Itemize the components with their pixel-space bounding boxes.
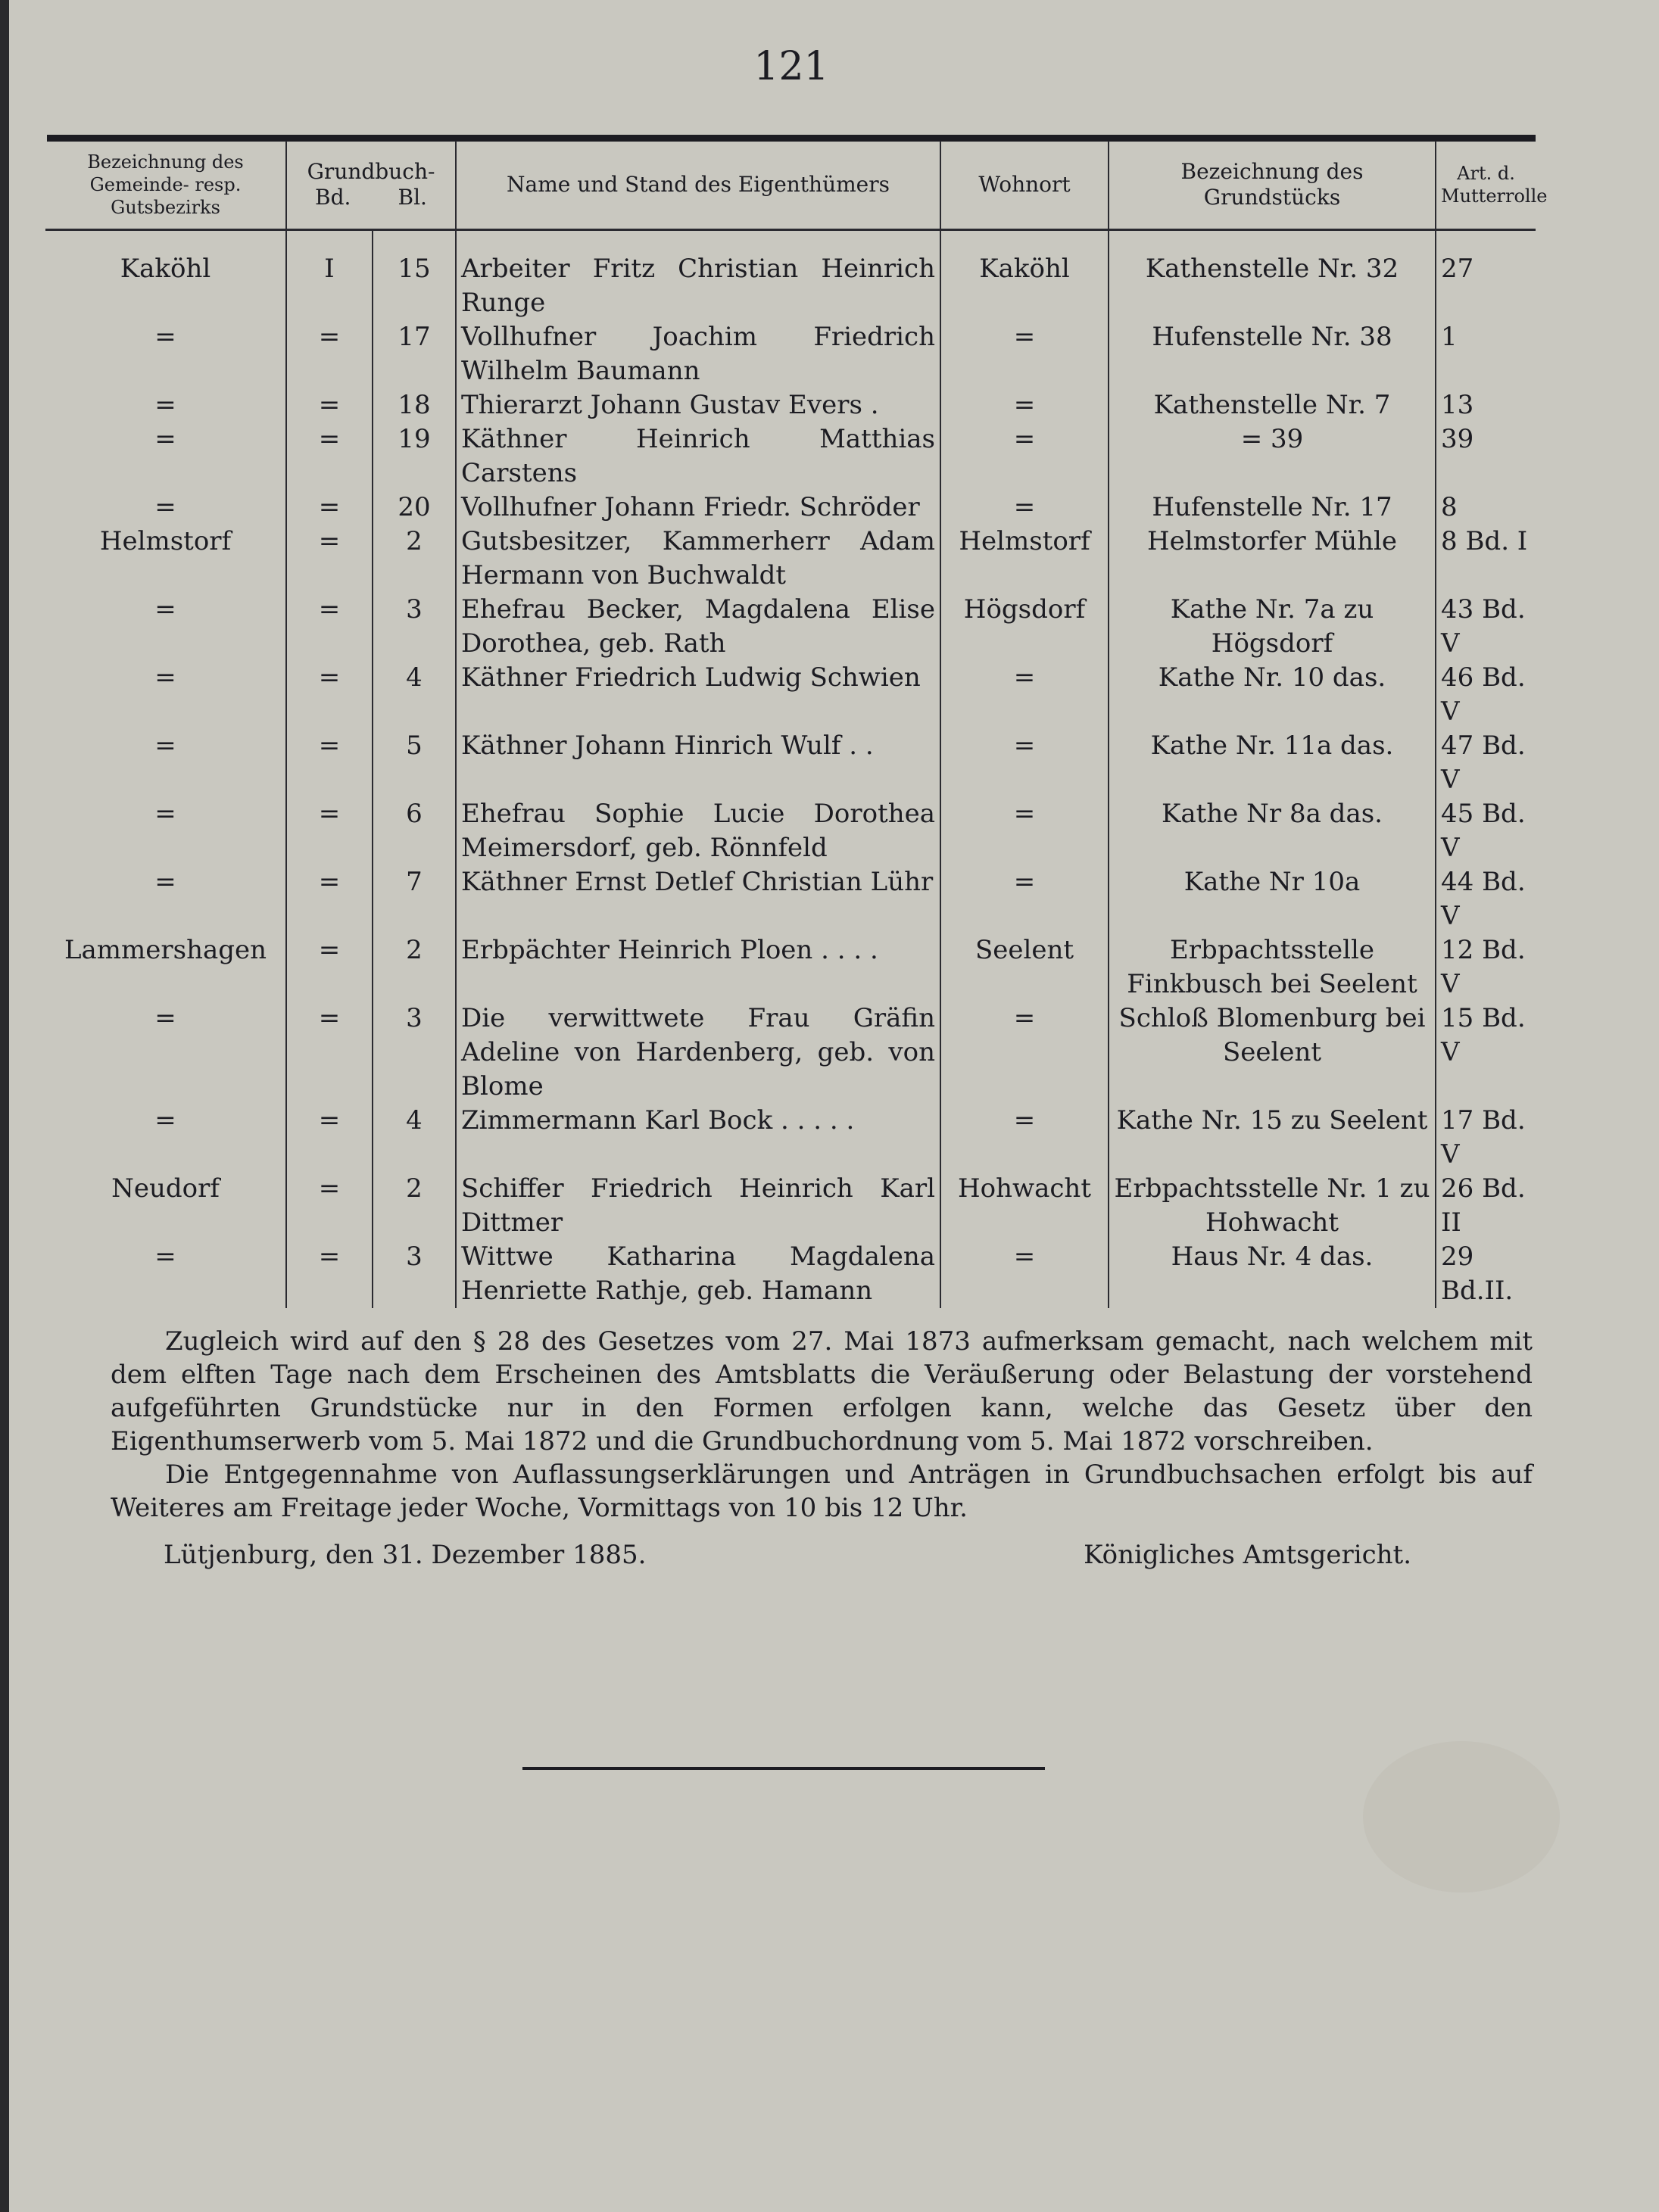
cell-grundstueck: Hufenstelle Nr. 38: [1109, 320, 1436, 388]
cell-gemeinde: Kaköhl: [120, 254, 211, 284]
cell-wohnort: Kaköhl: [940, 230, 1109, 321]
cell-gemeinde: =: [154, 492, 176, 522]
cell-wohnort: =: [940, 491, 1109, 525]
cell-bd: =: [286, 491, 373, 525]
cell-bd: =: [286, 865, 373, 933]
table-row: [45, 230, 1536, 321]
cell-bl: 4: [373, 1104, 456, 1172]
cell-gemeinde: =: [154, 799, 176, 829]
cell-grundstueck: Schloß Blomenburg bei Seelent: [1109, 1002, 1436, 1104]
cell-gemeinde: =: [154, 1003, 176, 1033]
cell-wohnort: Seelent: [940, 933, 1109, 1002]
cell-name: Käthner Johann Hinrich Wulf . .: [456, 729, 940, 797]
cell-art: 46 Bd. V: [1436, 661, 1536, 729]
cell-gemeinde: =: [154, 662, 176, 693]
header-name: Name und Stand des Eigenthümers: [456, 141, 940, 230]
cell-grundstueck: Kathenstelle Nr. 7: [1109, 388, 1436, 422]
cell-bd: =: [286, 1172, 373, 1240]
cell-gemeinde: =: [154, 594, 176, 625]
cell-bd: =: [286, 1002, 373, 1104]
cell-gemeinde: =: [154, 1105, 176, 1136]
cell-grundstueck: Kathe Nr. 15 zu Seelent: [1109, 1104, 1436, 1172]
cell-grundstueck: Kathe Nr 10a: [1109, 865, 1436, 933]
table-row: [45, 797, 1536, 865]
header-art: Art. d. Mutterrolle: [1436, 141, 1536, 230]
cell-wohnort: =: [940, 422, 1109, 491]
paper-stain: [1363, 1741, 1560, 1893]
land-register-table: [45, 141, 1548, 1308]
table-row: [45, 593, 1536, 661]
cell-name: Die verwittwete Frau Gräfin Adeline von Hardenberg, geb. von Blome: [456, 1002, 940, 1104]
table-row: [45, 1240, 1536, 1308]
cell-bl: 7: [373, 865, 456, 933]
cell-bd: =: [286, 593, 373, 661]
cell-bl: 18: [373, 388, 456, 422]
cell-art: 13: [1436, 388, 1536, 422]
cell-name: Vollhufner Johann Friedr. Schröder: [456, 491, 940, 525]
cell-grundstueck: Kathenstelle Nr. 32: [1109, 230, 1436, 321]
cell-art: 26 Bd. II: [1436, 1172, 1536, 1240]
cell-bd: =: [286, 933, 373, 1002]
cell-name: Gutsbesitzer, Kammerherr Adam Hermann von Buchwaldt: [456, 525, 940, 593]
cell-bd: =: [286, 729, 373, 797]
cell-wohnort: =: [940, 1104, 1109, 1172]
notice-paragraph-1: Zugleich wird auf den § 28 des Gesetzes vom 27. Mai 1873 aufmerksam gemacht, nach welchem mit dem elften Tage nach dem Erscheinen des Amtsblatts die Veräußerung oder Belastung der vorstehend aufgeführten Grundstücke nur in den Formen erfolgen kann, welche das Gesetz über den Eigenthumserwerb vom 5. Mai 1872 und die Grundbuchordnung vom 5. Mai 1872 vorschreiben.: [111, 1326, 1533, 1456]
cell-bl: 5: [373, 729, 456, 797]
cell-art: 8: [1436, 491, 1536, 525]
header-grundstueck: Bezeichnung des Grundstücks: [1109, 141, 1436, 230]
cell-name: Käthner Heinrich Matthias Carstens: [456, 422, 940, 491]
cell-gemeinde: =: [154, 322, 176, 352]
cell-name: Arbeiter Fritz Christian Heinrich Runge: [456, 230, 940, 321]
notice-paragraph-2: Die Entgegennahme von Auflassungserklärungen und Anträgen in Grundbuchsachen erfolgt bis auf Weiteres am Freitage jeder Woche, Vormittags von 10 bis 12 Uhr.: [111, 1460, 1533, 1523]
cell-wohnort: Högsdorf: [940, 593, 1109, 661]
table-header: [45, 141, 1536, 230]
cell-name: Zimmermann Karl Bock . . . . .: [456, 1104, 940, 1172]
cell-name: Ehefrau Sophie Lucie Dorothea Meimersdorf, geb. Rönnfeld: [456, 797, 940, 865]
cell-bd: =: [286, 797, 373, 865]
cell-bl: 2: [373, 1172, 456, 1240]
cell-name: Ehefrau Becker, Magdalena Elise Dorothea, geb. Rath: [456, 593, 940, 661]
header-grundbuch: [286, 141, 456, 230]
cell-bl: 6: [373, 797, 456, 865]
cell-bl: 4: [373, 661, 456, 729]
cell-grundstueck: Hufenstelle Nr. 17: [1109, 491, 1436, 525]
table-row: [45, 491, 1536, 525]
cell-gemeinde: =: [154, 731, 176, 761]
cell-art: 43 Bd. V: [1436, 593, 1536, 661]
table-row: [45, 422, 1536, 491]
cell-bl: 2: [373, 933, 456, 1002]
cell-wohnort: =: [940, 729, 1109, 797]
cell-bl: 20: [373, 491, 456, 525]
cell-wohnort: =: [940, 661, 1109, 729]
cell-art: 1: [1436, 320, 1536, 388]
place-date: Lütjenburg, den 31. Dezember 1885.: [164, 1540, 647, 1570]
cell-grundstueck: Kathe Nr. 10 das.: [1109, 661, 1436, 729]
cell-name: Schiffer Friedrich Heinrich Karl Dittmer: [456, 1172, 940, 1240]
cell-art: 45 Bd. V: [1436, 797, 1536, 865]
cell-art: 44 Bd. V: [1436, 865, 1536, 933]
cell-bl: 17: [373, 320, 456, 388]
page-number: 121: [753, 44, 829, 89]
table-row: [45, 388, 1536, 422]
cell-bl: 3: [373, 1240, 456, 1308]
cell-art: 39: [1436, 422, 1536, 491]
cell-wohnort: =: [940, 1240, 1109, 1308]
page-edge: [0, 0, 9, 2212]
header-bd: Bd.: [315, 185, 351, 210]
cell-wohnort: =: [940, 865, 1109, 933]
table-row: [45, 1172, 1536, 1240]
cell-bl: 15: [373, 230, 456, 321]
cell-bl: 2: [373, 525, 456, 593]
table-row: [45, 525, 1536, 593]
cell-art: 47 Bd. V: [1436, 729, 1536, 797]
header-wohnort: Wohnort: [940, 141, 1109, 230]
cell-art: 8 Bd. I: [1436, 525, 1536, 593]
cell-bd: =: [286, 1240, 373, 1308]
cell-gemeinde: =: [154, 867, 176, 897]
cell-bl: 3: [373, 1002, 456, 1104]
cell-bd: =: [286, 320, 373, 388]
cell-bd: I: [286, 230, 373, 321]
cell-name: Käthner Ernst Detlef Christian Lühr: [456, 865, 940, 933]
header-gemeinde: Bezeichnung des Gemeinde- resp. Gutsbezirks: [45, 141, 286, 230]
cell-grundstueck: Haus Nr. 4 das.: [1109, 1240, 1436, 1308]
header-bl: Bl.: [398, 185, 427, 210]
court-name: Königliches Amtsgericht.: [1084, 1540, 1411, 1570]
cell-art: 17 Bd. V: [1436, 1104, 1536, 1172]
table-row: [45, 661, 1536, 729]
cell-grundstueck: Kathe Nr. 11a das.: [1109, 729, 1436, 797]
cell-art: 15 Bd. V: [1436, 1002, 1536, 1104]
cell-name: Käthner Friedrich Ludwig Schwien: [456, 661, 940, 729]
cell-gemeinde: Neudorf: [111, 1173, 220, 1204]
cell-grundstueck: Helmstorfer Mühle: [1109, 525, 1436, 593]
cell-wohnort: Hohwacht: [940, 1172, 1109, 1240]
cell-wohnort: =: [940, 1002, 1109, 1104]
cell-name: Thierarzt Johann Gustav Evers .: [456, 388, 940, 422]
cell-bd: =: [286, 661, 373, 729]
header-grundbuch-label: Grundbuch-: [307, 159, 435, 184]
cell-wohnort: =: [940, 797, 1109, 865]
cell-bl: 3: [373, 593, 456, 661]
cell-art: 27: [1436, 230, 1536, 321]
cell-grundstueck: Kathe Nr 8a das.: [1109, 797, 1436, 865]
cell-name: Wittwe Katharina Magdalena Henriette Rathje, geb. Hamann: [456, 1240, 940, 1308]
cell-wohnort: =: [940, 320, 1109, 388]
cell-wohnort: Helmstorf: [940, 525, 1109, 593]
cell-grundstueck: Erbpachtsstelle Finkbusch bei Seelent: [1109, 933, 1436, 1002]
table-row: [45, 320, 1536, 388]
table-row: [45, 729, 1536, 797]
cell-gemeinde: =: [154, 390, 176, 420]
bottom-rule: [522, 1767, 1045, 1770]
cell-gemeinde: =: [154, 424, 176, 454]
cell-grundstueck: Erbpachtsstelle Nr. 1 zu Hohwacht: [1109, 1172, 1436, 1240]
cell-grundstueck: Kathe Nr. 7a zu Högsdorf: [1109, 593, 1436, 661]
table-row: [45, 1104, 1536, 1172]
cell-grundstueck: = 39: [1109, 422, 1436, 491]
cell-name: Vollhufner Joachim Friedrich Wilhelm Baumann: [456, 320, 940, 388]
cell-wohnort: =: [940, 388, 1109, 422]
table-row: [45, 865, 1536, 933]
cell-gemeinde: Helmstorf: [99, 526, 232, 556]
cell-art: 12 Bd. V: [1436, 933, 1536, 1002]
cell-gemeinde: =: [154, 1242, 176, 1272]
cell-bd: =: [286, 1104, 373, 1172]
table-row: [45, 1002, 1536, 1104]
cell-name: Erbpächter Heinrich Ploen . . . .: [456, 933, 940, 1002]
cell-bd: =: [286, 388, 373, 422]
table-row: [45, 933, 1536, 1002]
cell-bd: =: [286, 422, 373, 491]
cell-bd: =: [286, 525, 373, 593]
cell-art: 29 Bd.II.: [1436, 1240, 1536, 1308]
cell-gemeinde: Lammershagen: [64, 935, 267, 965]
cell-bl: 19: [373, 422, 456, 491]
